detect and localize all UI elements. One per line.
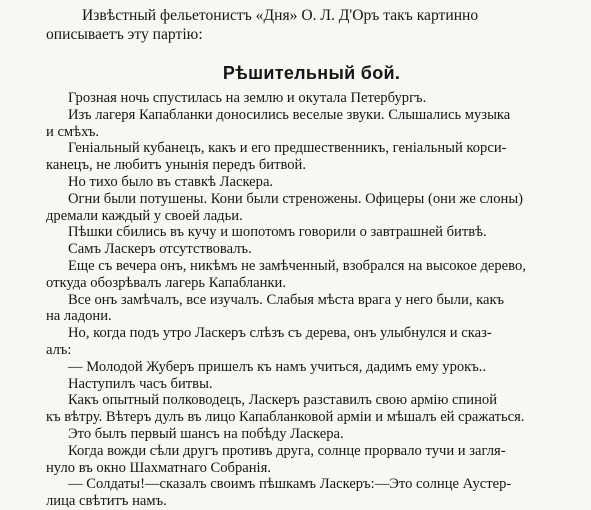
text-line: откуда обозрѣвалъ лагерь Капабланки.	[46, 274, 287, 291]
text-line: на ладони.	[46, 308, 112, 325]
text-line: Самъ Ласкеръ отсутствовалъ.	[68, 241, 252, 258]
text-line: Геніальный кубанецъ, какъ и его предшественникъ, геніальный корси-	[68, 140, 507, 157]
text-line: канецъ, не любитъ унынія передъ битвой.	[46, 157, 307, 174]
text-line: Но тихо было въ ставкѣ Ласкера.	[68, 173, 274, 190]
text-line: и смѣхъ.	[46, 123, 100, 140]
text-line: Грозная ночь спустилась на землю и окутала Петербургъ.	[68, 90, 427, 106]
text-line: дремали каждый у своей ладьи.	[46, 207, 243, 224]
article-body	[46, 90, 577, 510]
text-line: лица свѣтитъ намъ.	[46, 493, 167, 510]
article-title: Рѣшительный бой.	[222, 63, 401, 83]
text-line: — Молодой Жуберъ пришелъ къ намъ учиться, дадимъ ему урокъ..	[68, 358, 487, 375]
text-line: нуло въ окно Шахматнаго Собранія.	[46, 459, 271, 476]
text-line: Все онъ замѣчалъ, все изучалъ. Слабыя мѣста врага у него были, какъ	[68, 291, 505, 308]
intro-line: описываетъ эту партію:	[46, 26, 203, 43]
text-line: Еще съ вечера онъ, никѣмъ не замѣченный, взобрался на высокое дерево,	[68, 257, 526, 274]
text-line: Это былъ первый шансъ на побѣду Ласкера.	[68, 425, 344, 442]
text-line: къ вѣтру. Вѣтеръ дулъ въ лицо Капабланковой арміи и мѣшалъ ей сражаться.	[46, 409, 525, 426]
text-line: алъ:	[46, 341, 72, 358]
text-line: Наступилъ часъ битвы.	[68, 375, 213, 392]
intro-paragraph	[46, 6, 577, 44]
text-line: Но, когда подъ утро Ласкеръ слѣзъ съ дерева, онъ улыбнулся и сказ-	[68, 325, 492, 342]
text-line: Пѣшки сбились въ кучу и шопотомъ говорили о завтрашней битвѣ.	[68, 224, 487, 241]
text-line: Изъ лагеря Капабланки доносились веселые звуки. Слышались музыка	[68, 106, 511, 123]
text-line: Какъ опытный полководецъ, Ласкеръ разставилъ свою армію спиной	[68, 392, 498, 409]
text-line: Когда вожди сѣли другъ противъ друга, солнце прорвало тучи и загля-	[68, 442, 506, 459]
text-line: — Солдаты!—сказалъ своимъ пѣшкамъ Ласкеръ:—Это солнце Аустер-	[68, 476, 512, 493]
text-line: Огни были потушены. Кони были стреножены. Офицеры (они же слоны)	[68, 190, 523, 207]
intro-line: Извѣстный фельетонистъ «Дня» О. Л. Д'Оръ такъ картинно	[82, 7, 479, 24]
